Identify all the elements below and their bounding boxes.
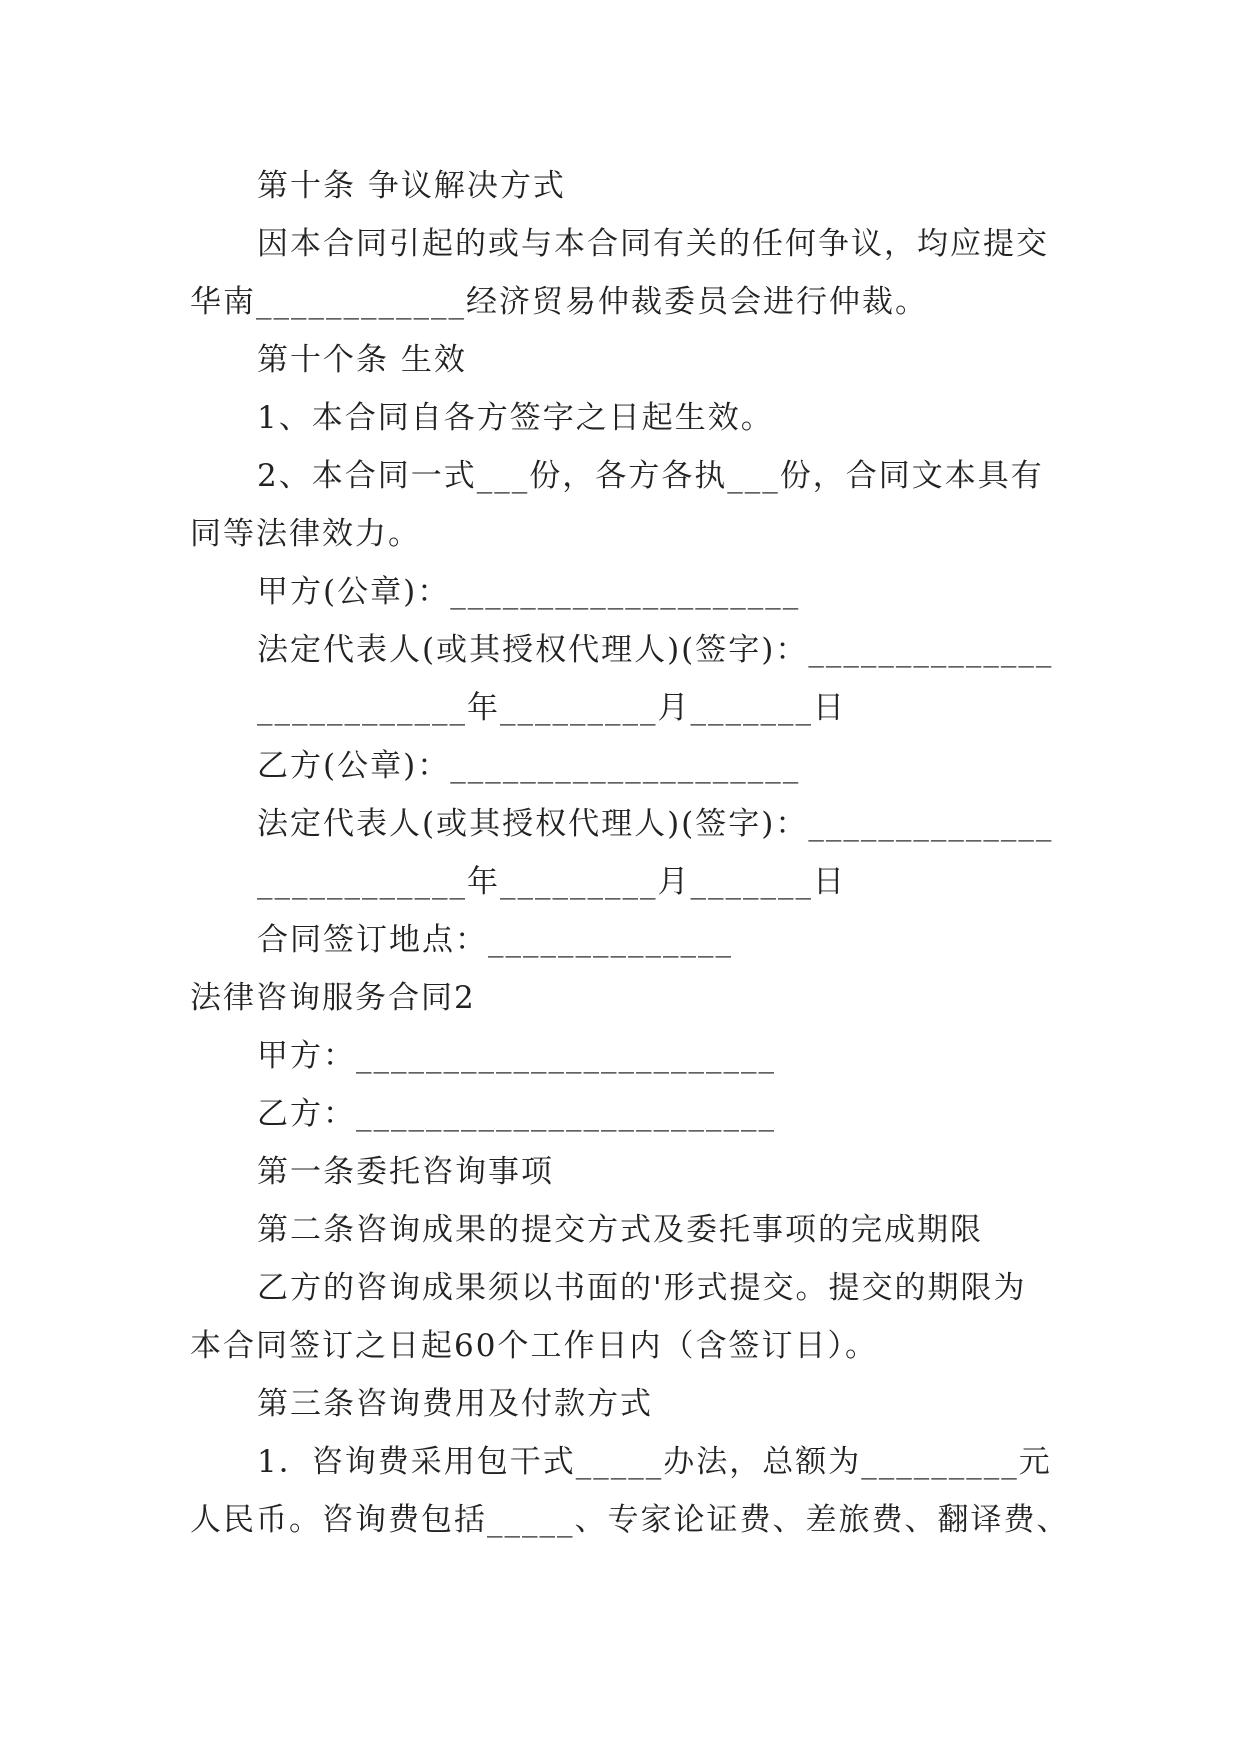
article-2-paragraph-line-1: 乙方的咨询成果须以书面的'形式提交。提交的期限为 <box>257 1270 1027 1306</box>
article-10-paragraph-line-1: 因本合同引起的或与本合同有关的任何争议，均应提交 <box>257 226 1049 262</box>
contract-2-party-a-field: 甲方：________________________ <box>257 1038 776 1074</box>
article-3-clause-1-line-1: 1．咨询费采用包干式_____办法，总额为_________元 <box>257 1444 1052 1480</box>
signing-place-field: 合同签订地点：______________ <box>257 922 733 958</box>
effect-clause-2-line-2: 同等法律效力。 <box>190 516 421 552</box>
party-a-seal-field: 甲方(公章)：____________________ <box>257 574 801 610</box>
article-3-heading: 第三条咨询费用及付款方式 <box>257 1386 653 1422</box>
article-2-heading: 第二条咨询成果的提交方式及委托事项的完成期限 <box>257 1212 983 1248</box>
party-b-date-field: ____________年_________月_______日 <box>257 864 846 900</box>
effect-clause-1: 1、本合同自各方签字之日起生效。 <box>257 400 774 436</box>
party-b-representative-field: 法定代表人(或其授权代理人)(签字)：______________ <box>257 806 1054 842</box>
effect-clause-2-line-1: 2、本合同一式___份，各方各执___份，合同文本具有 <box>257 458 1044 494</box>
party-b-seal-field: 乙方(公章)：____________________ <box>257 748 801 784</box>
article-11-heading: 第十个条 生效 <box>257 342 467 378</box>
article-3-clause-1-line-2: 人民币。咨询费包括_____、专家论证费、差旅费、翻译费、 <box>190 1502 1070 1538</box>
article-10-paragraph-line-2: 华南____________经济贸易仲裁委员会进行仲裁。 <box>190 284 928 320</box>
article-2-paragraph-line-2: 本合同签订之日起60个工作日内（含签订日）。 <box>190 1328 878 1364</box>
article-1-heading: 第一条委托咨询事项 <box>257 1154 554 1190</box>
party-a-representative-field: 法定代表人(或其授权代理人)(签字)：______________ <box>257 632 1054 668</box>
article-10-heading: 第十条 争议解决方式 <box>257 168 566 204</box>
contract-2-party-b-field: 乙方：________________________ <box>257 1096 776 1132</box>
contract-2-title: 法律咨询服务合同2 <box>190 980 476 1016</box>
party-a-date-field: ____________年_________月_______日 <box>257 690 846 726</box>
